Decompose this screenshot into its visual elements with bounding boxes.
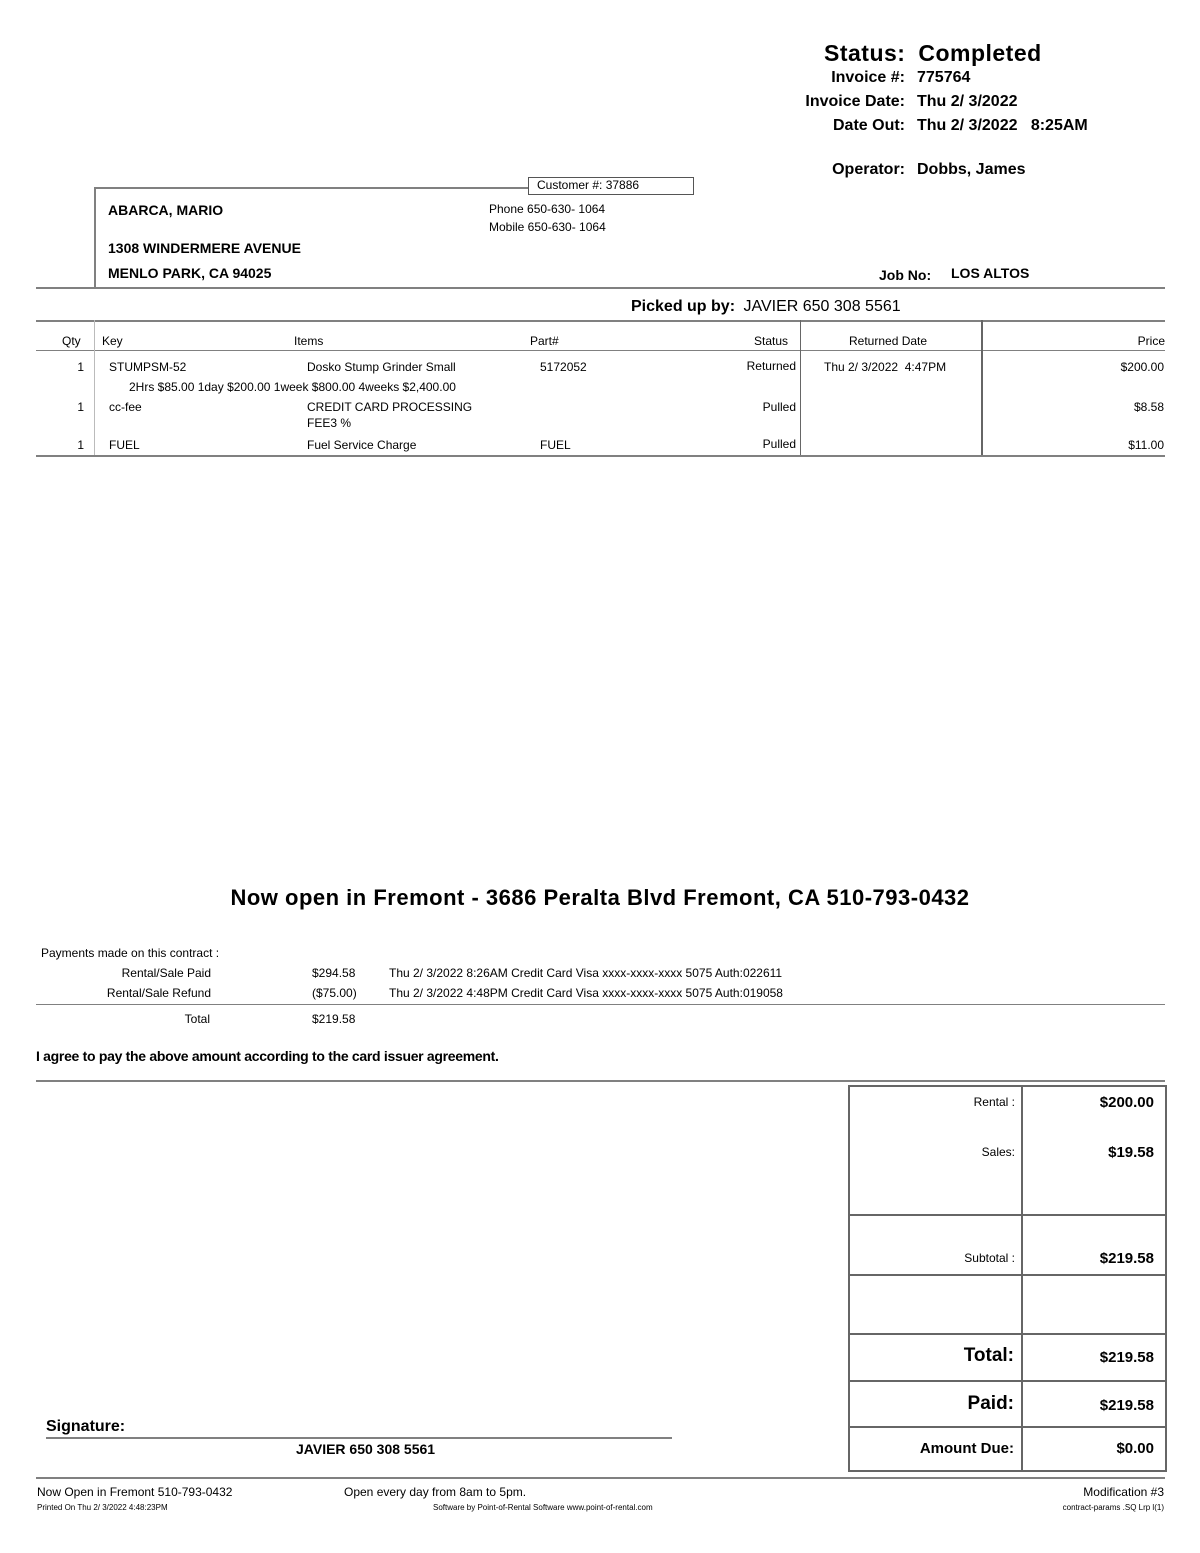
row-part: 5172052 <box>540 360 587 374</box>
footer-printed-on: Printed On Thu 2/ 3/2022 4:48:23PM <box>37 1503 168 1512</box>
payments-title: Payments made on this contract : <box>41 946 220 960</box>
amount-due-value: $0.00 <box>1116 1440 1154 1457</box>
job-number-label: Job No: <box>879 267 932 283</box>
date-out-value: Thu 2/ 3/2022 8:25AM <box>917 117 1088 134</box>
col-items-header: Items <box>294 334 324 348</box>
footer-modification: Modification #3 <box>1083 1485 1164 1499</box>
customer-address-line2: MENLO PARK, CA 94025 <box>108 265 272 281</box>
row-qty: 1 <box>77 438 84 452</box>
row-item: Dosko Stump Grinder Small <box>307 360 456 374</box>
payments-total-label: Total <box>184 1012 210 1026</box>
invoice-date-value: Thu 2/ 3/2022 <box>917 93 1018 110</box>
payment-label: Rental/Sale Refund <box>106 986 211 1000</box>
amount-due-label: Amount Due: <box>919 1440 1014 1457</box>
customer-name: ABARCA, MARIO <box>108 202 224 218</box>
row-price: $200.00 <box>1120 360 1164 374</box>
operator-label: Operator: <box>832 161 905 178</box>
row-returned-date: Thu 2/ 3/2022 4:47PM <box>824 360 947 374</box>
customer-address-line1: 1308 WINDERMERE AVENUE <box>108 240 301 256</box>
col-qty-header: Qty <box>62 334 81 348</box>
invoice-date-label: Invoice Date: <box>805 93 905 110</box>
row-key: STUMPSM-52 <box>109 360 187 374</box>
row-status: Pulled <box>762 437 796 451</box>
row-item: CREDIT CARD PROCESSING <box>307 400 473 414</box>
row-price: $11.00 <box>1128 438 1164 452</box>
row-qty: 1 <box>77 360 84 374</box>
col-status-header: Status <box>754 334 789 348</box>
agreement-text: I agree to pay the above amount according to the card issuer agreement. <box>36 1048 499 1064</box>
rental-value: $200.00 <box>1099 1094 1154 1111</box>
payment-label: Rental/Sale Paid <box>121 966 211 980</box>
total-label: Total: <box>963 1345 1014 1366</box>
customer-number: Customer #: 37886 <box>537 178 640 192</box>
payments-total-amount: $219.58 <box>312 1012 356 1026</box>
status-label: Status: <box>824 40 906 66</box>
row-key: cc-fee <box>109 400 142 414</box>
row-part: FUEL <box>540 438 571 452</box>
payment-amount: $294.58 <box>312 966 356 980</box>
paid-label: Paid: <box>967 1393 1014 1414</box>
col-returned-header: Returned Date <box>849 334 928 348</box>
operator-value: Dobbs, James <box>917 161 1026 178</box>
col-key-header: Key <box>102 334 123 348</box>
paid-value: $219.58 <box>1099 1397 1154 1414</box>
picked-up-label: Picked up by: <box>631 298 736 315</box>
date-out-label: Date Out: <box>833 117 905 134</box>
footer-software: Software by Point-of-Rental Software www.point-of-rental.com <box>433 1503 653 1512</box>
row-item: Fuel Service Charge <box>307 438 417 452</box>
row-item-line2: FEE3 % <box>307 416 352 430</box>
customer-phone: Phone 650-630- 1064 <box>489 202 606 216</box>
picked-up-value: JAVIER 650 308 5561 <box>743 298 901 315</box>
col-price-header: Price <box>1137 334 1165 348</box>
promo-banner: Now open in Fremont - 3686 Peralta Blvd Fremont, CA 510-793-0432 <box>230 885 970 910</box>
rate-schedule: 2Hrs $85.00 1day $200.00 1week $800.00 4weeks $2,400.00 <box>129 380 456 394</box>
row-status: Returned <box>746 359 796 373</box>
footer-params: contract-params .SQ Lrp l(1) <box>1062 1503 1164 1512</box>
total-value: $219.58 <box>1099 1349 1154 1366</box>
footer-hours: Open every day from 8am to 5pm. <box>344 1485 527 1499</box>
customer-mobile: Mobile 650-630- 1064 <box>489 220 606 234</box>
row-status: Pulled <box>762 400 796 414</box>
rental-label: Rental : <box>973 1095 1015 1109</box>
signature-line <box>46 1437 672 1439</box>
payment-detail: Thu 2/ 3/2022 8:26AM Credit Card Visa xxxx-xxxx-xxxx 5075 Auth:022611 <box>389 966 783 980</box>
invoice-number-value: 775764 <box>917 69 971 86</box>
signature-label: Signature: <box>46 1418 126 1435</box>
row-key: FUEL <box>109 438 140 452</box>
invoice-number-label: Invoice #: <box>831 69 905 86</box>
sales-value: $19.58 <box>1108 1144 1154 1161</box>
row-price: $8.58 <box>1133 400 1164 414</box>
job-number-value: LOS ALTOS <box>951 265 1030 281</box>
payment-amount: ($75.00) <box>312 986 357 1000</box>
signature-name: JAVIER 650 308 5561 <box>296 1441 436 1457</box>
row-qty: 1 <box>77 400 84 414</box>
status-value: Completed <box>918 40 1042 66</box>
col-part-header: Part# <box>530 334 559 348</box>
subtotal-label: Subtotal : <box>964 1251 1015 1265</box>
sales-label: Sales: <box>981 1145 1015 1159</box>
payment-detail: Thu 2/ 3/2022 4:48PM Credit Card Visa xxxx-xxxx-xxxx 5075 Auth:019058 <box>389 986 783 1000</box>
subtotal-value: $219.58 <box>1099 1250 1154 1267</box>
footer-fremont: Now Open in Fremont 510-793-0432 <box>37 1485 233 1499</box>
